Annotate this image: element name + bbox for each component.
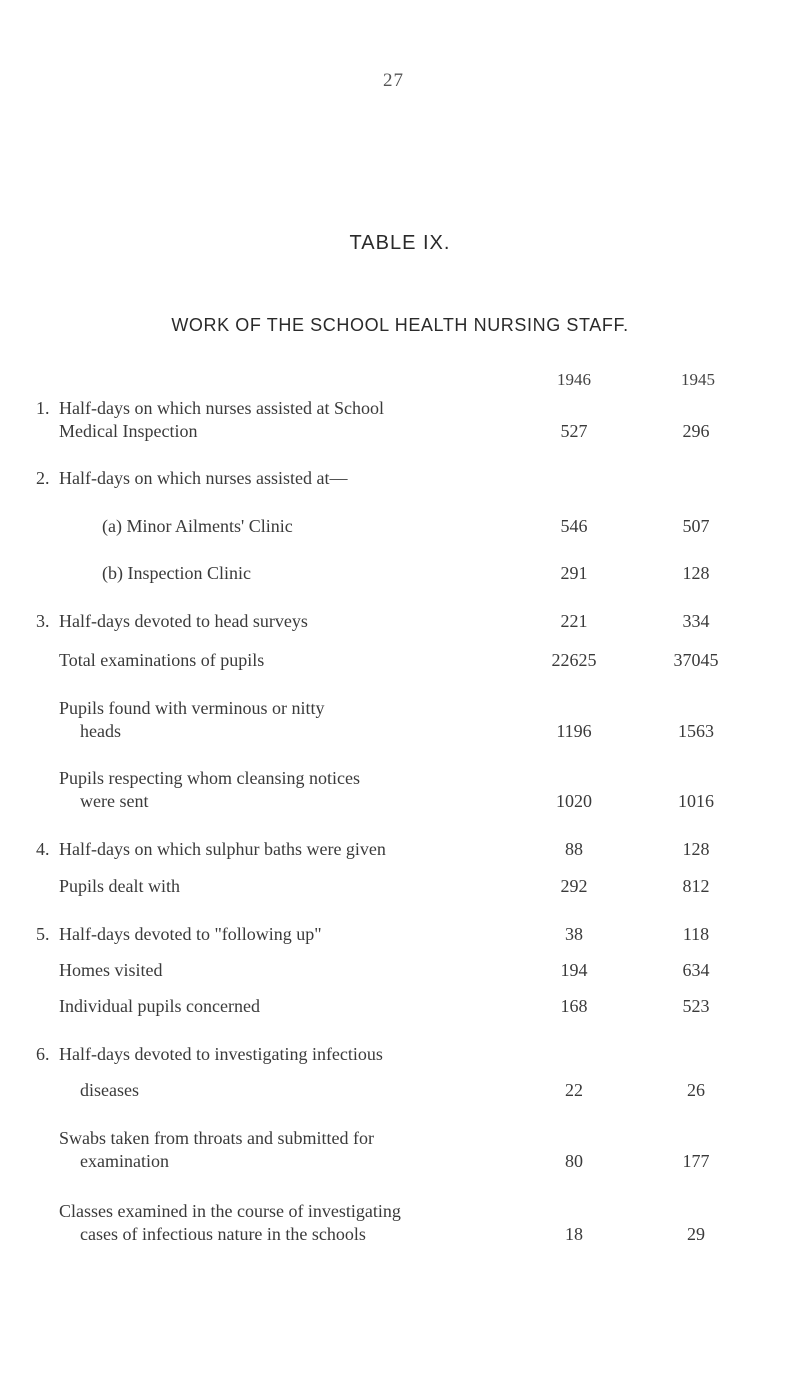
value-1946: 292	[560, 876, 588, 896]
table-title: TABLE IX.	[349, 232, 451, 254]
value-1945: 1563	[678, 721, 714, 741]
row-label: (a) Minor Ailments' Clinic	[102, 516, 293, 536]
value-1946: 88	[565, 839, 583, 859]
value-1946: 194	[560, 960, 588, 980]
value-1946: 38	[565, 924, 583, 944]
row-number: 6.	[36, 1044, 50, 1064]
value-1946: 221	[560, 611, 588, 631]
value-1946: 1196	[556, 721, 592, 741]
value-1946: 168	[560, 996, 588, 1016]
row-number: 2.	[36, 468, 50, 488]
value-1945: 296	[682, 421, 710, 441]
row-label: Individual pupils concerned	[59, 996, 260, 1016]
row-number: 4.	[36, 839, 50, 859]
value-1945: 128	[682, 563, 710, 583]
value-1945: 523	[682, 996, 710, 1016]
row-label: (b) Inspection Clinic	[102, 563, 251, 583]
row-label: Classes examined in the course of investigating cases of infectious nature in the schools	[59, 1201, 401, 1244]
column-header-1945: 1945	[681, 370, 715, 389]
value-1945: 29	[687, 1224, 705, 1244]
row-number: 3.	[36, 611, 50, 631]
value-1945: 1016	[678, 791, 714, 811]
row-label: Half-days on which nurses assisted at School Medical Inspection	[59, 398, 384, 441]
value-1946: 527	[560, 421, 588, 441]
row-number: 5.	[36, 924, 50, 944]
table-subtitle: WORK OF THE SCHOOL HEALTH NURSING STAFF.	[171, 315, 629, 335]
value-1945: 26	[687, 1080, 705, 1100]
value-1945: 634	[682, 960, 710, 980]
row-label: Half-days on which sulphur baths were given	[59, 839, 386, 859]
value-1945: 37045	[673, 650, 719, 670]
value-1946: 22	[565, 1080, 583, 1100]
value-1945: 812	[682, 876, 710, 896]
value-1945: 128	[682, 839, 710, 859]
row-number: 1.	[36, 398, 50, 418]
row-label: Pupils respecting whom cleansing notices were sent	[59, 768, 360, 811]
value-1945: 118	[682, 924, 710, 944]
value-1946: 291	[560, 563, 588, 583]
value-1946: 80	[565, 1151, 583, 1171]
value-1946: 1020	[556, 791, 592, 811]
row-label: Pupils dealt with	[59, 876, 180, 896]
value-1946: 546	[560, 516, 588, 536]
value-1945: 507	[682, 516, 710, 536]
row-label: Half-days devoted to investigating infectious diseases	[59, 1044, 383, 1100]
row-label: Pupils found with verminous or nitty heads	[59, 698, 325, 741]
row-label: Half-days on which nurses assisted at—	[59, 468, 348, 488]
value-1945: 177	[682, 1151, 710, 1171]
page-number: 27	[383, 70, 404, 91]
column-header-1946: 1946	[557, 370, 591, 389]
row-label: Total examinations of pupils	[59, 650, 265, 670]
value-1945: 334	[682, 611, 710, 631]
row-label: Half-days devoted to "following up"	[59, 924, 322, 944]
value-1946: 18	[565, 1224, 583, 1244]
row-label: Half-days devoted to head surveys	[59, 611, 308, 631]
row-label: Homes visited	[59, 960, 163, 980]
value-1946: 22625	[551, 650, 597, 670]
row-label: Swabs taken from throats and submitted for examination	[59, 1128, 374, 1171]
